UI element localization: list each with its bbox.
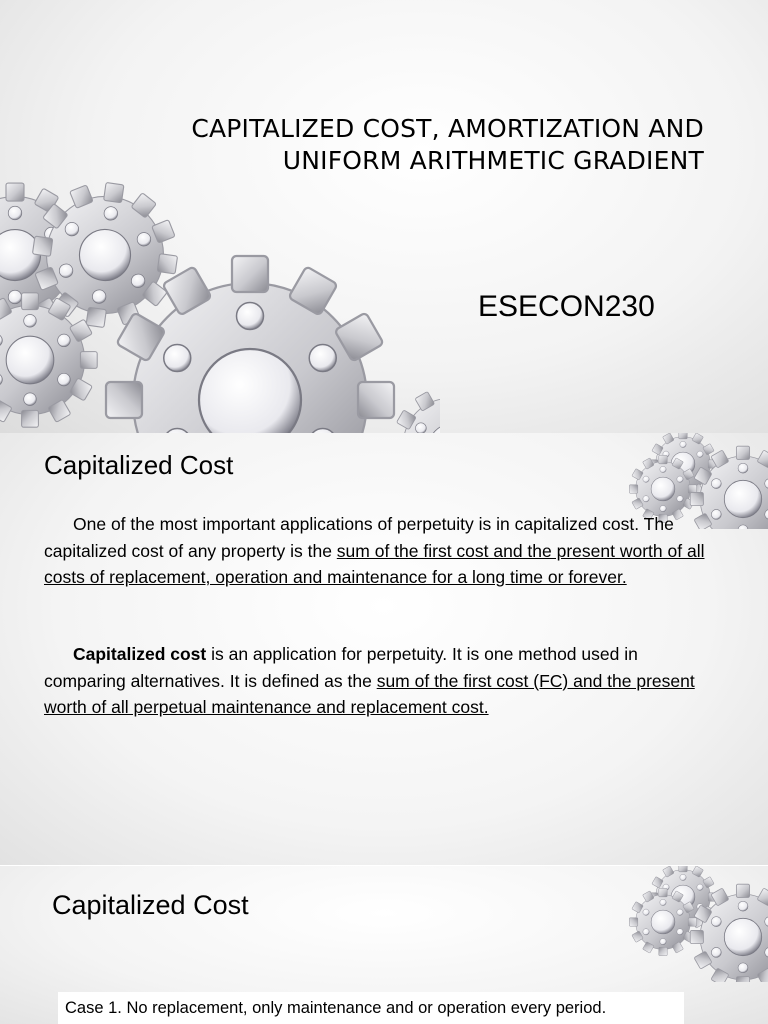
underlined-definition: sum of the first cost and the present worth of all costs of replacement, operation and maintenance for a long time or forever. <box>44 540 705 587</box>
course-code: ESECON230 <box>478 290 655 323</box>
title-line-2: UNIFORM ARITHMETIC GRADIENT <box>282 146 704 175</box>
capitalized-cost-case-slide <box>0 866 768 1024</box>
case-1-label: Case 1. No replacement, only maintenance and or operation every period. <box>58 992 684 1024</box>
capitalized-cost-slide <box>0 433 768 865</box>
definition-paragraph-2 <box>44 641 714 721</box>
gear-icon <box>0 180 440 433</box>
presentation-title <box>104 113 704 177</box>
gear-icon <box>628 866 768 982</box>
paragraph-text: One of the most important applications of perpetuity is in capitalized cost. The capitalized cost of any property is the <box>44 514 674 561</box>
title-line-1: CAPITALIZED COST, AMORTIZATION AND <box>191 114 704 143</box>
paragraph-text: is an application for perpetuity. It is one method used in comparing alternatives. It is defined as the <box>44 644 638 691</box>
title-slide <box>0 0 768 433</box>
definition-paragraph-1 <box>44 511 714 591</box>
underlined-definition: sum of the first cost (FC) and the present worth of all perpetual maintenance and replacement cost. <box>44 670 695 717</box>
bold-term: Capitalized cost <box>73 644 207 664</box>
slide-heading: Capitalized Cost <box>52 890 249 920</box>
slide-heading: Capitalized Cost <box>44 450 234 480</box>
